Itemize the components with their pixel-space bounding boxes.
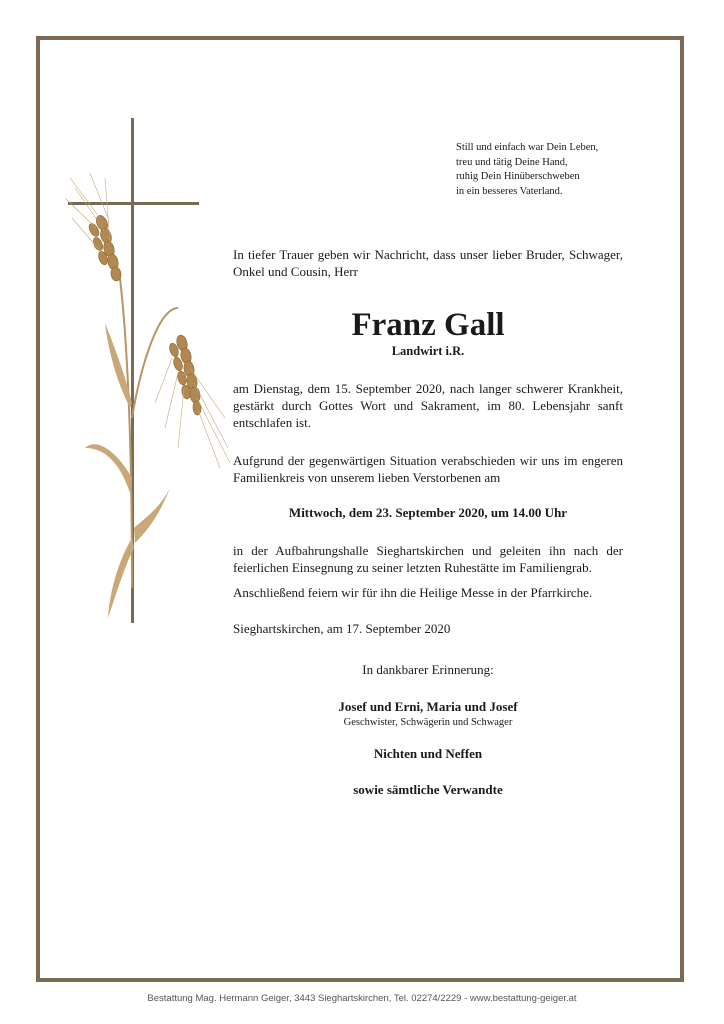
poem-line: in ein besseres Vaterland. [456, 185, 563, 197]
mourners-siblings: Josef und Erni, Maria und Josef [338, 699, 518, 714]
location-text: in der Aufbahrungshalle Sieghartskirchen und geleiten ihn nach der feierlichen Einsegnung zu seiner letzten Ruhestätte im Familiengrab. [233, 543, 623, 575]
poem [456, 141, 676, 199]
mass-text: Anschließend feiern wir für ihn die Heilige Messe in der Pfarrkirche. [233, 585, 593, 600]
mourners-siblings-relation: Geschwister, Schwägerin und Schwager [343, 717, 513, 728]
death-text: am Dienstag, dem 15. September 2020, nach langer schwerer Krankheit, gestärkt durch Gottes Wort und Sakrament, im 80. Lebensjahr sanft entschlafen ist. [233, 381, 623, 430]
remembrance-text: In dankbarer Erinnerung: [362, 662, 494, 677]
deceased-title: Landwirt i.R. [391, 344, 465, 358]
deceased-name: Franz Gall [351, 307, 505, 343]
ceremony-date: Mittwoch, dem 23. September 2020, um 14.00 Uhr [288, 505, 568, 520]
intro-text: In tiefer Trauer geben wir Nachricht, dass unser lieber Bruder, Schwager, Onkel und Cousin, Herr [233, 247, 623, 279]
poem-line: treu und tätig Deine Hand, [456, 156, 568, 168]
mourners-relatives: sowie sämtliche Verwandte [353, 782, 503, 797]
cross-wheat-icon [60, 118, 240, 628]
mourners-nieces: Nichten und Neffen [373, 746, 483, 761]
poem-line: ruhig Dein Hinüberschweben [456, 171, 580, 182]
place-date: Sieghartskirchen, am 17. September 2020 [233, 621, 451, 636]
situation-text: Aufgrund der gegenwärtigen Situation verabschieden wir uns im engeren Familienkreis von unserem lieben Verstorbenen am [233, 453, 623, 485]
poem-line: Still und einfach war Dein Leben, [456, 142, 599, 153]
footer: Bestattung Mag. Hermann Geiger, 3443 Sieghartskirchen, Tel. 02274/2229 - www.bestattung-geiger.at [147, 993, 577, 1004]
